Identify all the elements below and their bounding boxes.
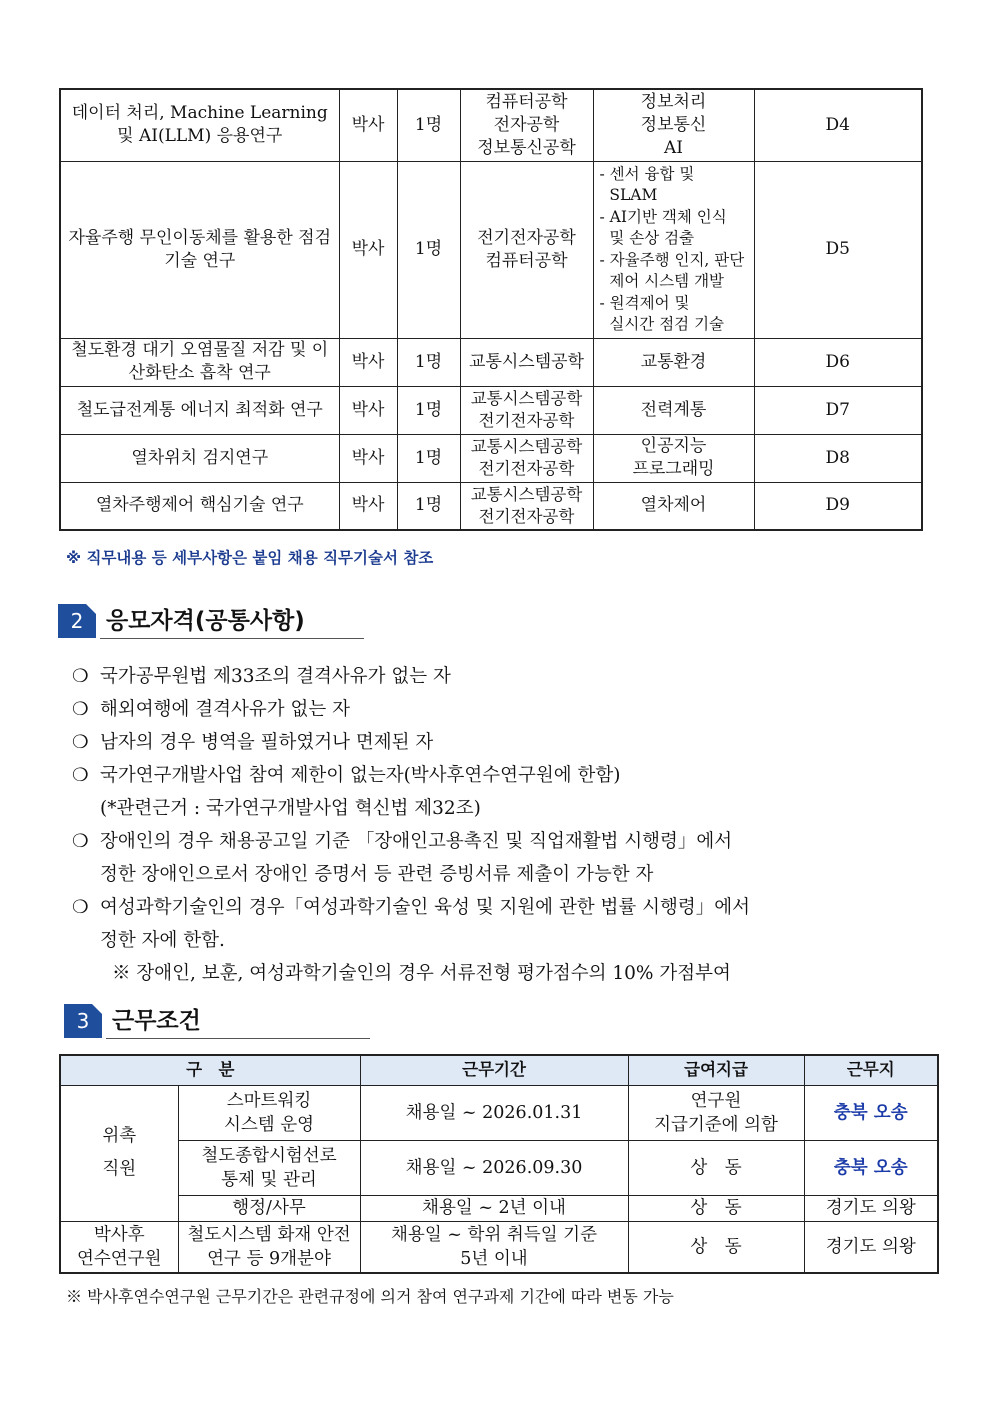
- table-row: [60, 338, 922, 386]
- list-item: ❍ 해외여행에 결격사유가 없는 자: [72, 699, 350, 720]
- cell-code: D8: [754, 434, 922, 482]
- period: 채용일 ~ 학위 취득일 기준 5년 이내: [360, 1221, 628, 1273]
- cell-degree: 박사: [339, 89, 397, 161]
- cell-major: 교통시스템공학 전기전자공학: [460, 482, 593, 530]
- table-row: [60, 1140, 938, 1195]
- list-item: ❍ 국가공무원법 제33조의 결격사유가 없는 자: [72, 666, 451, 687]
- list-item-continuation: (*관련근거 : 국가연구개발사업 혁신법 제32조): [100, 798, 481, 819]
- section-2-number: 2: [58, 604, 96, 638]
- location: 경기도 의왕: [804, 1221, 938, 1273]
- cell-major: 전기전자공학 컴퓨터공학: [460, 161, 593, 338]
- cell-count: 1명: [397, 386, 460, 434]
- cell-major: 교통시스템공학 전기전자공학: [460, 386, 593, 434]
- cell-field: 자율주행 무인이동체를 활용한 점검 기술 연구: [60, 161, 339, 338]
- table-row: [60, 161, 922, 338]
- header-period: 근무기간: [360, 1055, 628, 1085]
- table-row: [60, 434, 922, 482]
- cell-field: 데이터 처리, Machine Learning 및 AI(LLM) 응용연구: [60, 89, 339, 161]
- header-salary: 급여지급: [628, 1055, 804, 1085]
- period: 채용일 ~ 2026.01.31: [360, 1085, 628, 1140]
- cell-count: 1명: [397, 161, 460, 338]
- cell-major: 컴퓨터공학 전자공학 정보통신공학: [460, 89, 593, 161]
- cell-count: 1명: [397, 338, 460, 386]
- period: 채용일 ~ 2026.09.30: [360, 1140, 628, 1195]
- work-conditions-table: [59, 1054, 939, 1274]
- period: 채용일 ~ 2년 이내: [360, 1195, 628, 1221]
- table-row: [60, 89, 922, 161]
- cell-count: 1명: [397, 89, 460, 161]
- cell-degree: 박사: [339, 386, 397, 434]
- cell-field: 철도환경 대기 오염물질 저감 및 이산화탄소 흡착 연구: [60, 338, 339, 386]
- table-row: [60, 386, 922, 434]
- cell-degree: 박사: [339, 434, 397, 482]
- cell-count: 1명: [397, 482, 460, 530]
- cell-field: 열차위치 검지연구: [60, 434, 339, 482]
- cell-major: 교통시스템공학 전기전자공학: [460, 434, 593, 482]
- header-location: 근무지: [804, 1055, 938, 1085]
- section-3-title: 근무조건: [112, 1008, 201, 1034]
- location: 충북 오송: [804, 1140, 938, 1195]
- position-note: ※ 직무내용 등 세부사항은 붙임 채용 직무기술서 참조: [66, 549, 434, 567]
- cell-skills: 교통환경: [593, 338, 754, 386]
- list-item-continuation: 정한 자에 한함.: [100, 930, 225, 951]
- table-row: [60, 1221, 938, 1273]
- group-postdoc: 박사후 연수연구원: [60, 1221, 178, 1273]
- cell-degree: 박사: [339, 338, 397, 386]
- list-item: ❍ 여성과학기술인의 경우「여성과학기술인 육성 및 지원에 관한 법률 시행령」에서: [72, 897, 751, 918]
- positions-table: [59, 88, 923, 531]
- cell-code: D7: [754, 386, 922, 434]
- cell-count: 1명: [397, 434, 460, 482]
- role: 스마트워킹 시스템 운영: [178, 1085, 360, 1140]
- cell-skills: 전력계통: [593, 386, 754, 434]
- section-2-title: 응모자격(공통사항): [106, 608, 305, 634]
- table-row: [60, 1085, 938, 1140]
- cell-degree: 박사: [339, 482, 397, 530]
- role: 철도시스템 화재 안전 연구 등 9개분야: [178, 1221, 360, 1273]
- work-period-note: ※ 박사후연수연구원 근무기간은 관련규정에 의거 참여 연구과제 기간에 따라 변동 가능: [66, 1287, 674, 1306]
- qualification-list: [72, 660, 952, 990]
- table-header-row: [60, 1055, 938, 1085]
- section-2-heading: [58, 604, 364, 638]
- list-item: ❍ 장애인의 경우 채용공고일 기준 「장애인고용촉진 및 직업재활법 시행령」에서: [72, 831, 733, 852]
- cell-skills: 인공지능 프로그래밍: [593, 434, 754, 482]
- table-row: [60, 482, 922, 530]
- list-item: ❍ 국가연구개발사업 참여 제한이 없는자(박사후연수연구원에 한함): [72, 765, 621, 786]
- role: 행정/사무: [178, 1195, 360, 1221]
- cell-skills: 열차제어: [593, 482, 754, 530]
- cell-skills: 정보처리 정보통신 AI: [593, 89, 754, 161]
- section-2-underline: [100, 638, 364, 639]
- location: 충북 오송: [804, 1085, 938, 1140]
- cell-code: D5: [754, 161, 922, 338]
- cell-code: D9: [754, 482, 922, 530]
- table-row: [60, 1195, 938, 1221]
- cell-field: 열차주행제어 핵심기술 연구: [60, 482, 339, 530]
- group-staff: 위촉 직원: [60, 1085, 178, 1221]
- salary: 연구원 지급기준에 의함: [628, 1085, 804, 1140]
- list-item-continuation: 정한 장애인으로서 장애인 증명서 등 관련 증빙서류 제출이 가능한 자: [100, 864, 654, 885]
- list-item: ❍ 남자의 경우 병역을 필하였거나 면제된 자: [72, 732, 434, 753]
- section-3-heading: [64, 1004, 370, 1038]
- header-category: 구 분: [60, 1055, 360, 1085]
- cell-code: D4: [754, 89, 922, 161]
- cell-code: D6: [754, 338, 922, 386]
- role: 철도종합시험선로 통제 및 관리: [178, 1140, 360, 1195]
- salary: 상 동: [628, 1195, 804, 1221]
- section-3-number: 3: [64, 1004, 102, 1038]
- cell-skills: - 센서 융합 및 SLAM - AI기반 객체 인식 및 손상 검출 - 자율주행 인지, 판단 제어 시스템 개발 - 원격제어 및 실시간 점검 기술: [593, 161, 754, 338]
- cell-degree: 박사: [339, 161, 397, 338]
- bonus-note: ※ 장애인, 보훈, 여성과학기술인의 경우 서류전형 평가점수의 10% 가점부여: [112, 963, 731, 984]
- cell-field: 철도급전계통 에너지 최적화 연구: [60, 386, 339, 434]
- location: 경기도 의왕: [804, 1195, 938, 1221]
- salary: 상 동: [628, 1221, 804, 1273]
- cell-major: 교통시스템공학: [460, 338, 593, 386]
- section-3-underline: [106, 1038, 370, 1039]
- salary: 상 동: [628, 1140, 804, 1195]
